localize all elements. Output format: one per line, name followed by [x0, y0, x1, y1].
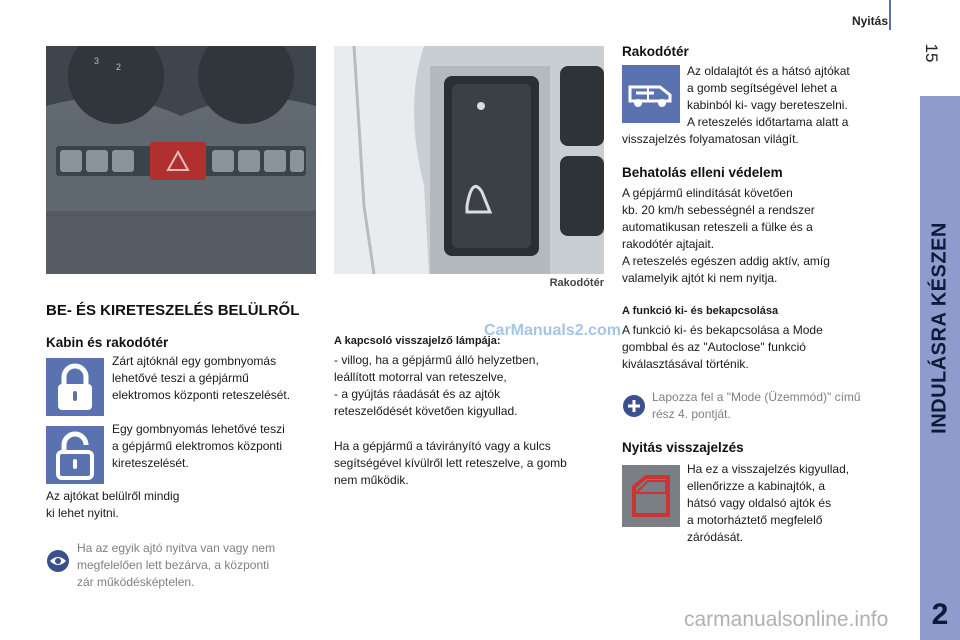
unlock-icon [46, 426, 104, 484]
open-door-icon [622, 465, 680, 527]
running-header: Nyitás [851, 14, 888, 28]
cargo-description: Az oldalajtót és a hátsó ajtókat a gomb segítségével lehet a kabinból ki- vagy bereteszelni. A reteszelés időtartama alatt a [687, 64, 850, 129]
van-lock-icon [622, 65, 680, 123]
eye-note-badge [46, 549, 70, 573]
page-number: 15 [922, 43, 941, 63]
chapter-title: INDULÁSRA KÉSZEN [928, 222, 951, 434]
dashboard-photo [46, 46, 316, 274]
lock-icon [46, 358, 104, 416]
cargo-button-photo [334, 46, 604, 274]
intrusion-text: A gépjármű elindítását követően kb. 20 km/h sebességnél a rendszer automatikusan reteszeli a fülke és a rakodótér ajtajait. A reteszelés egészen addig aktív, amíg valamelyik ajtót ki nem nyitja. [622, 186, 830, 285]
function-heading: A funkció ki- és bekapcsolása [622, 305, 779, 317]
site-watermark: CarManuals2.com [484, 322, 621, 339]
figure-caption: Rakodótér [549, 277, 604, 289]
function-note: Lapozza fel a "Mode (Üzemmód)" című rész 4. pontját. [652, 390, 861, 421]
section-heading-cabin: Kabin és rakodótér [46, 335, 169, 350]
unlock-description: Egy gombnyomás lehetővé teszi a gépjármű elektromos központi kireteszelését. [112, 422, 285, 470]
chapter-sidebar [920, 96, 960, 640]
section-heading-open: Nyitás visszajelzés [622, 440, 744, 455]
plus-icon [622, 394, 646, 418]
dashboard-switch-illustration [46, 46, 316, 274]
function-text: A funkció ki- és bekapcsolása a Mode gombbal és az "Autoclose" funkció kiválasztásával történik. [622, 323, 823, 371]
section-heading-cargo: Rakodótér [622, 44, 689, 59]
indicator-list: - villog, ha a gépjármű álló helyzetben, leállított motorral van reteszelve, - a gyújtás ráadását és az ajtók reteszelődését követően kigyullad. [334, 353, 539, 418]
lock-tile [46, 358, 104, 416]
footer-watermark: carmanualsonline.info [684, 608, 889, 631]
door-warning-tile [622, 465, 680, 527]
remote-lock-paragraph: Ha a gépjármű a távirányító vagy a kulcs segítségével kívülről lett reteszelve, a gomb nem működik. [334, 439, 567, 487]
section-heading-intrusion: Behatolás elleni védelem [622, 165, 783, 180]
header-rule [889, 0, 891, 30]
door-open-text: Az ajtókat belülről mindig ki lehet nyitni. [46, 489, 180, 520]
open-indicator-text: Ha ez a visszajelzés kigyullad, ellenőrizze a kabinajtók, a hátsó vagy oldalsó ajtók és a motorháztető megfelelő záródását. [687, 462, 850, 544]
eye-icon [46, 549, 70, 573]
warning-note: Ha az egyik ajtó nyitva van vagy nem megfelelően lett bezárva, a központi zár működésképtelen. [77, 541, 276, 589]
lock-description: Zárt ajtóknál egy gombnyomás lehetővé teszi a gépjármű elektromos központi reteszelését. [112, 354, 291, 402]
indicator-heading: A kapcsoló visszajelző lámpája: [334, 335, 501, 347]
svg-text:3: 3 [94, 56, 100, 66]
cargo-button-illustration [334, 46, 604, 274]
plus-note-badge [622, 394, 646, 418]
unlock-tile [46, 426, 104, 484]
chapter-number: 2 [931, 598, 949, 631]
cargo-tile [622, 65, 680, 123]
cargo-description-cont: visszajelzés folyamatosan világít. [622, 132, 799, 146]
svg-text:2: 2 [116, 62, 122, 72]
main-heading: BE- ÉS KIRETESZELÉS BELÜLRŐL [46, 302, 300, 319]
